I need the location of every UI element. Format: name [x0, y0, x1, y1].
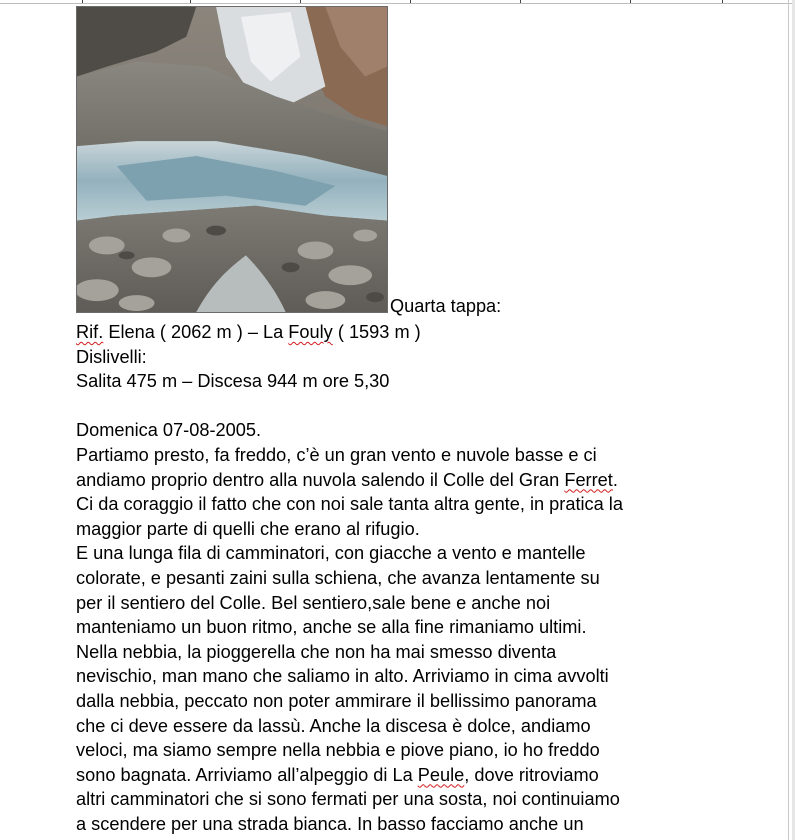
- text-line: manteniamo un buon ritmo, anche se alla fine rimaniamo ultimi.: [76, 617, 587, 638]
- body-paragraph: [76, 418, 756, 836]
- dislivelli-label: Dislivelli:: [76, 346, 147, 367]
- route-fouly[interactable]: Fouly: [288, 322, 333, 342]
- text-line: veloci, ma siamo sempre nella nebbia e piove piano, io ho freddo: [76, 740, 600, 761]
- text-line: colorate, e pesanti zaini sulla schiena, che avanza lentamente su: [76, 567, 600, 588]
- stage-title: Quarta tappa:: [390, 296, 502, 316]
- text-line: Ci da coraggio il fatto che con noi sale tanta altra gente, in pratica la: [76, 494, 623, 515]
- route-prefix[interactable]: Rif.: [76, 322, 104, 342]
- top-ruler: [0, 0, 792, 4]
- text-line: sono bagnata. Arriviamo all’alpeggio di La Peule, dove ritroviamo: [76, 764, 599, 785]
- route-line: [76, 320, 756, 345]
- text-line: a scendere per una strada bianca. In basso facciamo anche un: [76, 813, 584, 834]
- text-line: nevischio, man mano che saliamo in alto. Arriviamo in cima avvolti: [76, 666, 609, 687]
- text-line: Partiamo presto, fa freddo, c’è un gran vento e nuvole basse e ci: [76, 444, 597, 465]
- route-suffix: ( 1593 m ): [332, 322, 421, 342]
- text-line: Nella nebbia, la pioggerella che non ha mai smesso diventa: [76, 641, 557, 662]
- page-edge: [788, 0, 789, 840]
- text-line: dalla nebbia, peccato non poter ammirare il bellissimo panorama: [76, 690, 597, 711]
- glacier-photo[interactable]: [76, 6, 388, 313]
- text-line: altri camminatori che si sono fermati per una sosta, noi continuiamo: [76, 789, 620, 810]
- text-line: maggior parte di quelli che erano al rifugio.: [76, 518, 420, 539]
- salita-discesa-line: Salita 475 m – Discesa 944 m ore 5,30: [76, 371, 390, 392]
- date-line: Domenica 07-08-2005.: [76, 420, 262, 441]
- text-line: per il sentiero del Colle. Bel sentiero,sale bene e anche noi: [76, 592, 551, 613]
- text-line: andiamo proprio dentro alla nuvola salendo il Colle del Gran Ferret.: [76, 469, 618, 490]
- spell-ferret[interactable]: Ferret: [564, 469, 613, 490]
- text-line: che ci deve essere da lassù. Anche la discesa è dolce, andiamo: [76, 715, 591, 736]
- route-mid: Elena ( 2062 m ) – La: [103, 322, 289, 342]
- spell-peule[interactable]: Peule: [417, 764, 465, 785]
- text-line: E una lunga fila di camminatori, con giacche a vento e mantelle: [76, 543, 586, 564]
